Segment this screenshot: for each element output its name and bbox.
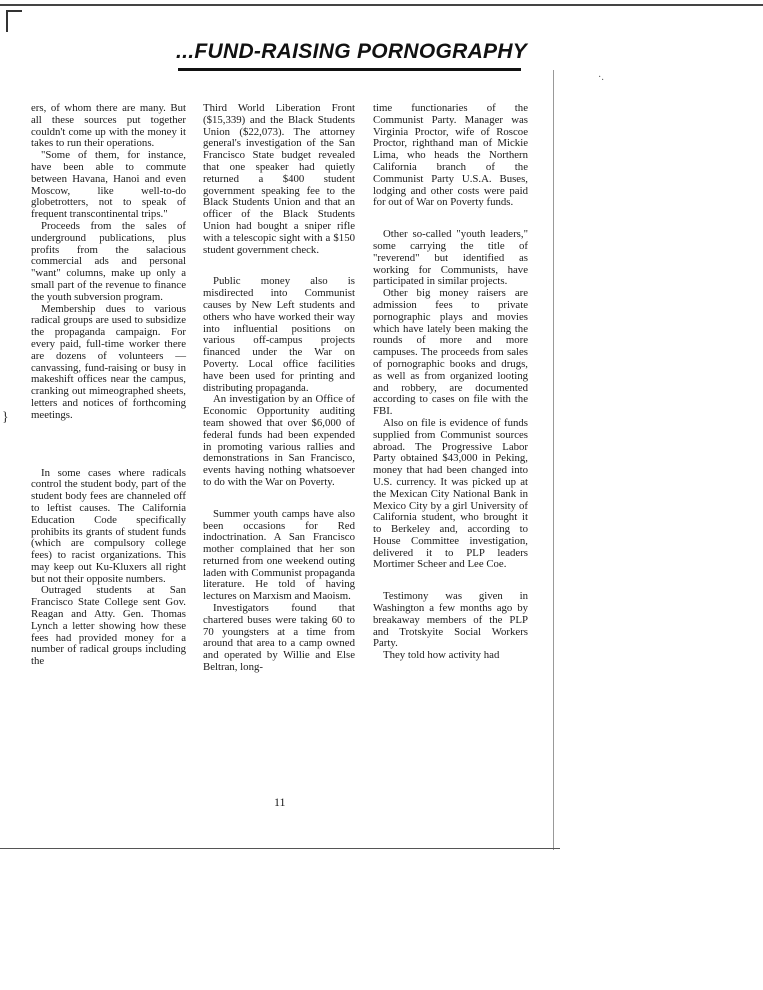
- column-gap: [373, 209, 528, 229]
- page-number: 11: [274, 795, 286, 809]
- paragraph: ers, of whom there are many. But all these sources put together couldn't come up with the money it takes to run their operations.: [31, 102, 186, 150]
- column-gap: [31, 422, 186, 468]
- paragraph: Other so-called "youth leaders," some carrying the title of "reverend" but identified as working for Communists, have participated in similar projects.: [373, 228, 528, 288]
- text-column-2: [203, 103, 355, 674]
- column-gap: [203, 489, 355, 509]
- paragraph: Proceeds from the sales of underground publications, plus profits from the salacious commercial ads and personal "want" columns, make up only a small part of the revenue to finance the youth subversion program.: [31, 219, 186, 303]
- column-gap: [203, 256, 355, 276]
- paragraph: Summer youth camps have also been occasions for Red indoctrination. A San Francisco mother complained that her son returned from one weekend outing laden with Communist propaganda literature. He told of having lectures on Marxism and Maoism.: [203, 507, 355, 603]
- paragraph: An investigation by an Office of Economic Opportunity auditing team showed that over $6,000 of federal funds had been expended in promoting various rallies and demonstrations in San Francisco, events having nothing whatsoever to do with the War on Poverty.: [203, 393, 355, 488]
- paragraph: Also on file is evidence of funds supplied from Communist sources abroad. The Progressive Labor Party obtained $43,000 in Peking, money that had been changed into U.S. currency. It was picked up at the Mexican City National Bank in Mexico City by a girl University of California student, who brought it to Berkeley and, according to House Committee investigation, delivered it to PLP leaders Mortimer Scheer and Lee Coe.: [373, 416, 528, 571]
- paragraph: Other big money raisers are admission fees to private pornographic plays and movies which have lately been making the rounds of more and more campuses. The proceeds from sales of pornographic books and drugs, as well as from organized looting and robbery, are documented according to cases on file with the FBI.: [373, 287, 528, 418]
- paragraph: Testimony was given in Washington a few months ago by breakaway members of the PLP and Trotskyite Social Workers Party.: [373, 590, 528, 650]
- top-border-rule: [0, 4, 763, 6]
- paragraph: Investigators found that chartered buses were taking 60 to 70 youngsters at a time from around that area to a camp owned and operated by Willie and Else Beltran, long-: [203, 602, 355, 674]
- margin-mark: }: [2, 410, 9, 425]
- scan-speck: ·.: [598, 72, 604, 83]
- paragraph: Third World Liberation Front ($15,339) and the Black Students Union ($22,073). The attorney general's investigation of the San Francisco State budget revealed that one speaker had quietly returned a $400 student government speaking fee to the Black Students Union and that an officer of the Black Students Union had bought a sniper rifle with a telescopic sight with a $150 student government check.: [203, 102, 355, 256]
- text-column-3: [373, 103, 528, 662]
- paragraph: In some cases where radicals control the student body, part of the student body fees are channeled off to leftist causes. The California Education Code specifically prohibits its grants of student funds (which are compulsory college fees) to racist organizations. This may keep out Ku-Kluxers all right but not their opposite numbers.: [31, 466, 186, 585]
- bottom-border-rule: [0, 848, 560, 849]
- page-edge-line: [553, 70, 554, 850]
- paragraph: Public money also is misdirected into Communist causes by New Left students and others who have worked their way into influential positions on various off-campus projects financed under the War on Poverty. Local office facilities have been used for printing and distributing propaganda.: [203, 275, 355, 394]
- paragraph: They told how activity had: [383, 649, 500, 662]
- article-headline: ...FUND-RAISING PORNOGRAPHY: [176, 40, 528, 63]
- paragraph: Membership dues to various radical groups are used to subsidize the propaganda campaign. For every paid, full-time worker there are dozens of volunteers — canvassing, fund-raising or busy in makeshift offices near the campus, cranking out mimeographed sheets, letters and notices of forthcoming meetings.: [31, 302, 186, 421]
- corner-mark: [6, 10, 22, 32]
- paragraph: Outraged students at San Francisco State College sent Gov. Reagan and Atty. Gen. Thomas Lynch a letter showing how these fees had provided money for a number of radical groups including the: [31, 584, 186, 668]
- paragraph: "Some of them, for instance, have been able to commute between Havana, Hanoi and even Moscow, like well-to-do globetrotters, not to speak of frequent transcontinental trips.": [31, 149, 186, 221]
- column-gap: [373, 571, 528, 591]
- paragraph: time functionaries of the Communist Party. Manager was Virginia Proctor, wife of Roscoe Proctor, righthand man of Mickie Lima, who heads the Northern California branch of the Communist Party U.S.A. Buses, lodging and other costs were paid for out of War on Poverty funds.: [373, 102, 528, 209]
- headline-rule: [178, 68, 521, 71]
- text-column-1: [31, 103, 186, 668]
